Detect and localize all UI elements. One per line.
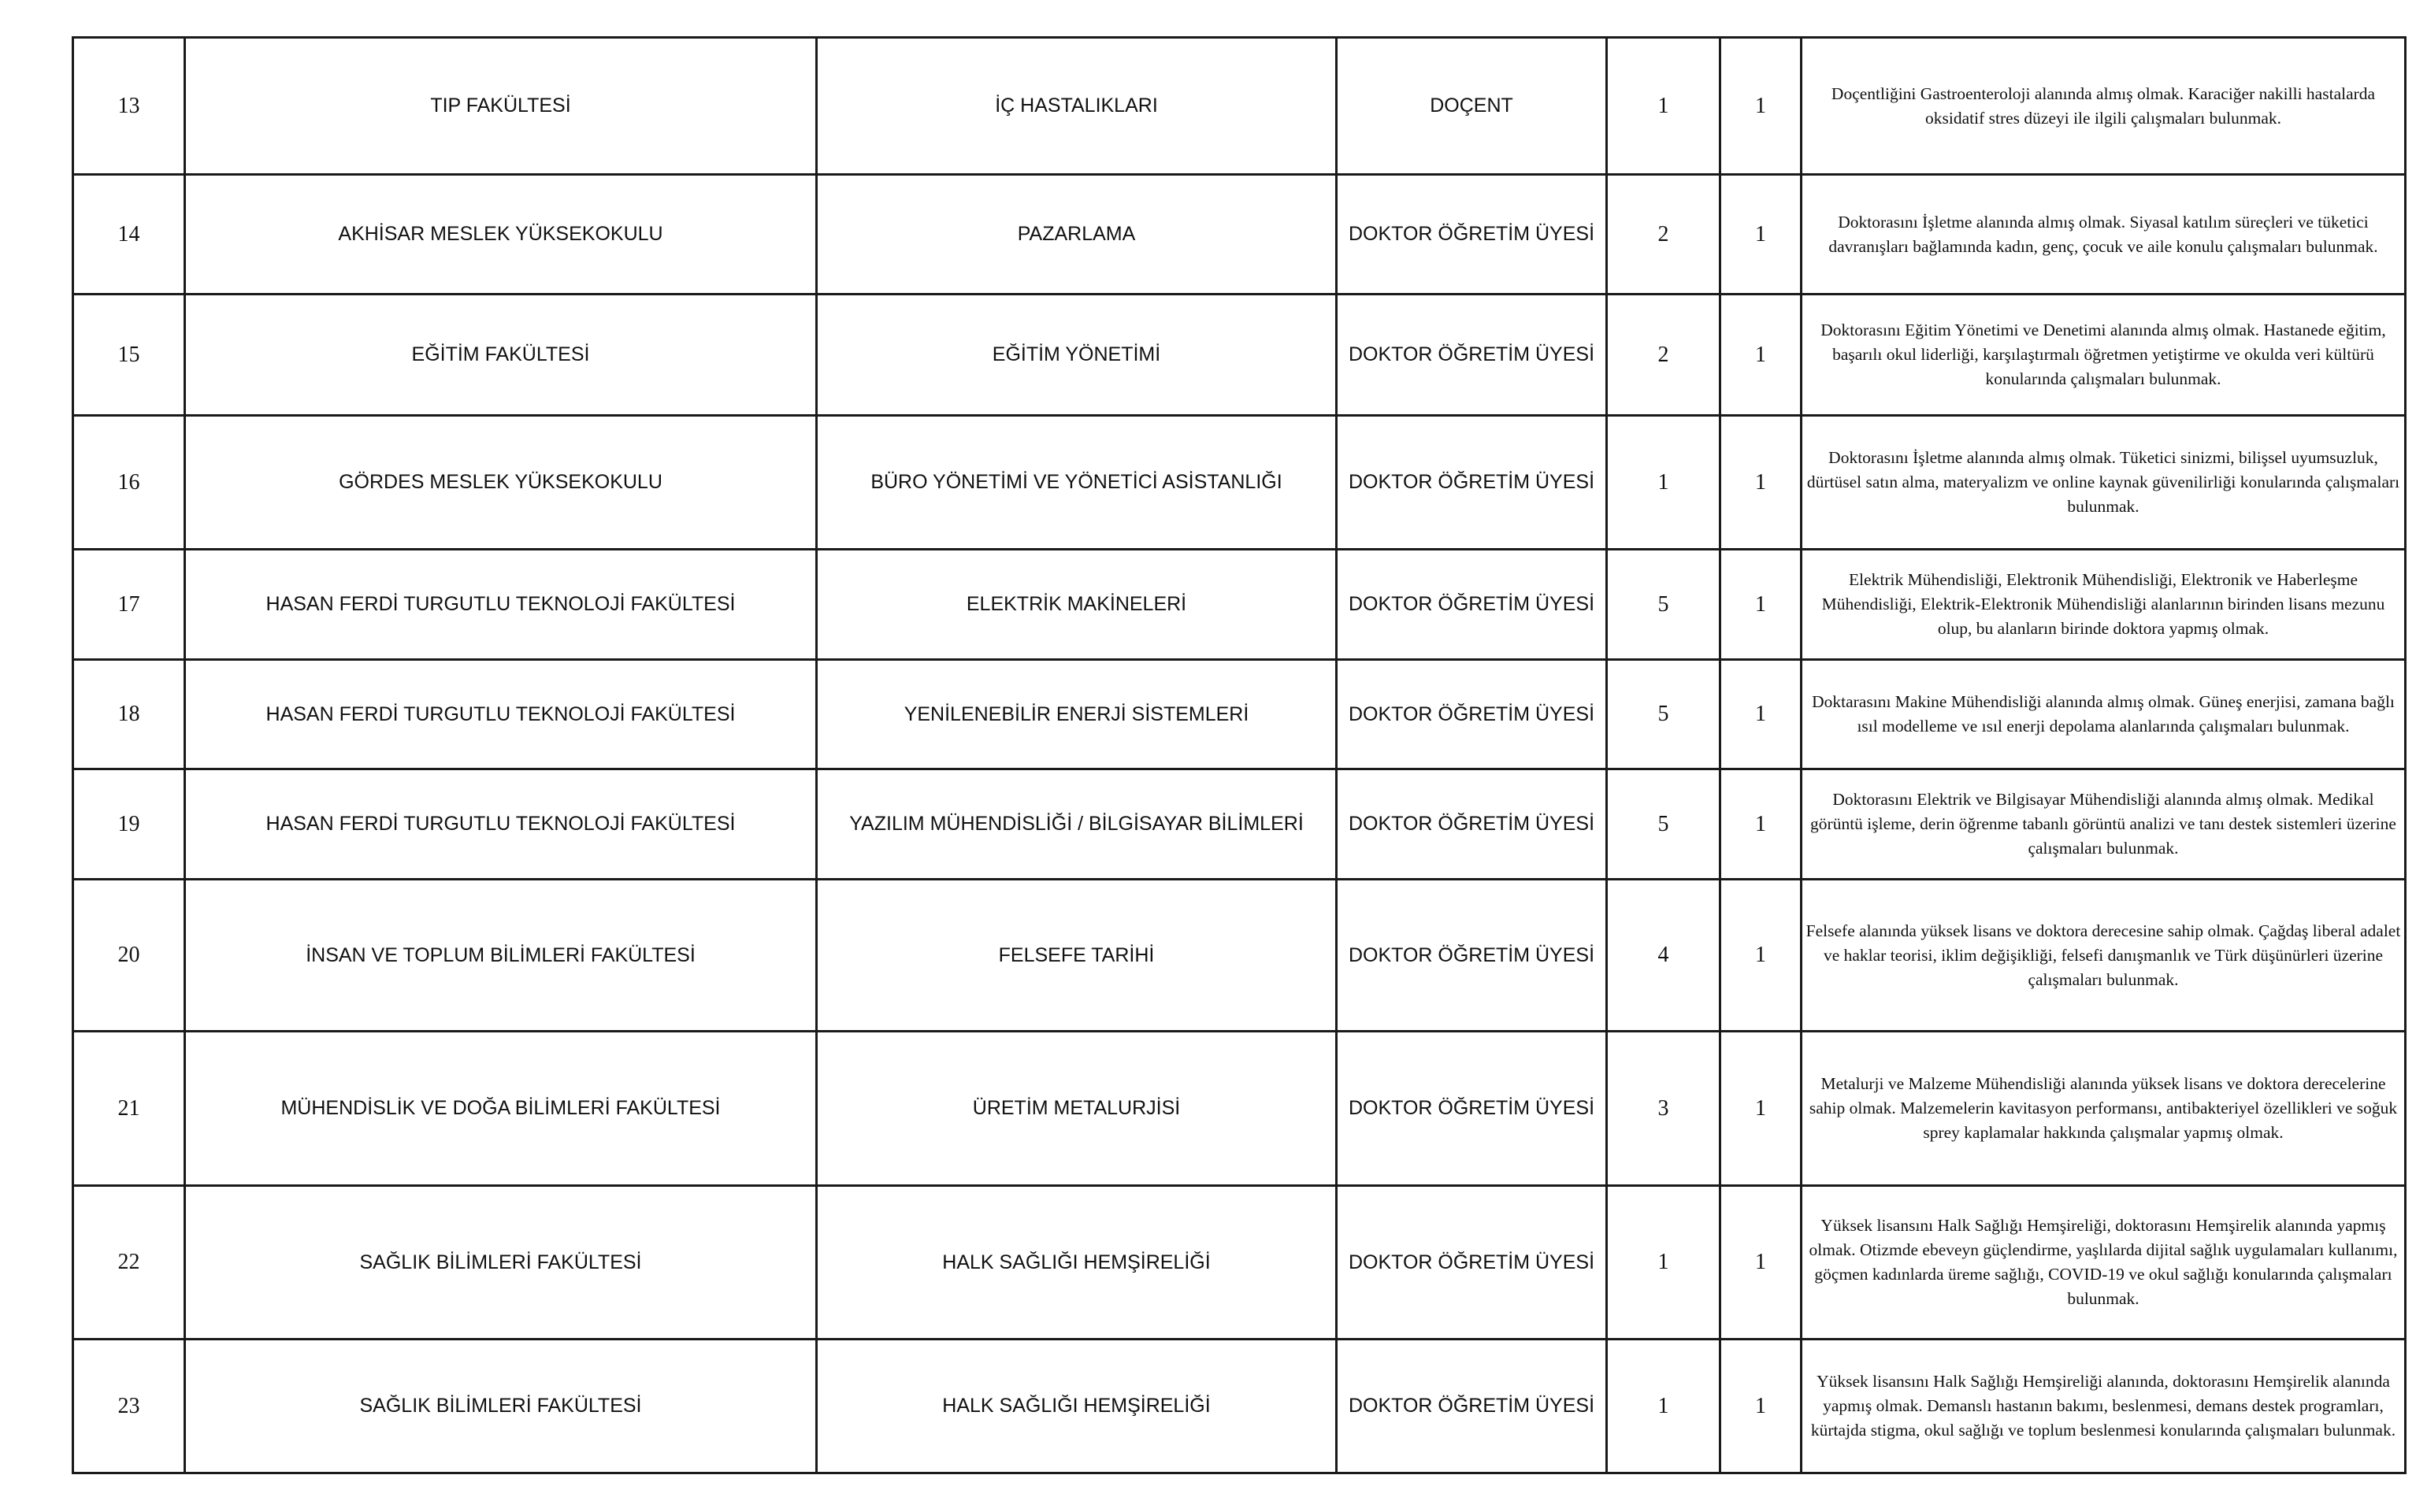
faculty-name: EĞİTİM FAKÜLTESİ — [185, 295, 817, 416]
table-row — [73, 175, 2406, 295]
row-number: 16 — [73, 416, 185, 550]
requirements-description: Doktorasını Eğitim Yönetimi ve Denetimi alanında almış olmak. Hastanede eğitim, başarılı okul liderliği, karşılaştırmalı öğretmen yetiştirme ve okulda veri kültürü konularında çalışmaları bulunmak. — [1802, 295, 2406, 416]
degree-level: 5 — [1607, 769, 1720, 880]
academic-title: DOKTOR ÖĞRETİM ÜYESİ — [1337, 660, 1607, 769]
position-count: 1 — [1720, 550, 1802, 660]
table-row — [73, 1032, 2406, 1186]
position-count: 1 — [1720, 1340, 1802, 1473]
faculty-name: İNSAN VE TOPLUM BİLİMLERİ FAKÜLTESİ — [185, 880, 817, 1032]
row-number: 20 — [73, 880, 185, 1032]
faculty-name: AKHİSAR MESLEK YÜKSEKOKULU — [185, 175, 817, 295]
department-name: YENİLENEBİLİR ENERJİ SİSTEMLERİ — [817, 660, 1337, 769]
requirements-description: Doçentliğini Gastroenteroloji alanında almış olmak. Karaciğer nakilli hastalarda oksidatif stres düzeyi ile ilgili çalışmaları bulunmak. — [1802, 38, 2406, 175]
department-name: HALK SAĞLIĞI HEMŞİRELİĞİ — [817, 1340, 1337, 1473]
position-count: 1 — [1720, 1032, 1802, 1186]
position-count: 1 — [1720, 1186, 1802, 1340]
department-name: ÜRETİM METALURJİSİ — [817, 1032, 1337, 1186]
academic-title: DOÇENT — [1337, 38, 1607, 175]
faculty-name: HASAN FERDİ TURGUTLU TEKNOLOJİ FAKÜLTESİ — [185, 769, 817, 880]
degree-level: 4 — [1607, 880, 1720, 1032]
row-number: 23 — [73, 1340, 185, 1473]
academic-title: DOKTOR ÖĞRETİM ÜYESİ — [1337, 880, 1607, 1032]
academic-title: DOKTOR ÖĞRETİM ÜYESİ — [1337, 295, 1607, 416]
position-count: 1 — [1720, 295, 1802, 416]
row-number: 15 — [73, 295, 185, 416]
department-name: FELSEFE TARİHİ — [817, 880, 1337, 1032]
requirements-description: Yüksek lisansını Halk Sağlığı Hemşireliği, doktorasını Hemşirelik alanında yapmış olmak. Otizmde ebeveyn güçlendirme, yaşlılarda dijital sağlık uygulamaları kullanımı, göçmen kadınlarda üreme sağlığı, COVID-19 ve okul sağlığı konularında çalışmaları bulunmak. — [1802, 1186, 2406, 1340]
position-count: 1 — [1720, 660, 1802, 769]
faculty-name: SAĞLIK BİLİMLERİ FAKÜLTESİ — [185, 1186, 817, 1340]
department-name: PAZARLAMA — [817, 175, 1337, 295]
department-name: EĞİTİM YÖNETİMİ — [817, 295, 1337, 416]
row-number: 21 — [73, 1032, 185, 1186]
department-name: BÜRO YÖNETİMİ VE YÖNETİCİ ASİSTANLIĞI — [817, 416, 1337, 550]
table-row — [73, 1186, 2406, 1340]
department-name: HALK SAĞLIĞI HEMŞİRELİĞİ — [817, 1186, 1337, 1340]
degree-level: 1 — [1607, 38, 1720, 175]
degree-level: 3 — [1607, 1032, 1720, 1186]
position-count: 1 — [1720, 880, 1802, 1032]
academic-title: DOKTOR ÖĞRETİM ÜYESİ — [1337, 550, 1607, 660]
table-row — [73, 416, 2406, 550]
faculty-name: GÖRDES MESLEK YÜKSEKOKULU — [185, 416, 817, 550]
table-row — [73, 880, 2406, 1032]
requirements-description: Doktorasını İşletme alanında almış olmak. Tüketici sinizmi, bilişsel uyumsuzluk, dürtüsel satın alma, materyalizm ve online kaynak güvenilirliği konularında çalışmaları bulunmak. — [1802, 416, 2406, 550]
requirements-description: Doktorasını İşletme alanında almış olmak. Siyasal katılım süreçleri ve tüketici davranışları bağlamında kadın, genç, çocuk ve aile konulu çalışmaları bulunmak. — [1802, 175, 2406, 295]
position-count: 1 — [1720, 38, 1802, 175]
degree-level: 5 — [1607, 660, 1720, 769]
degree-level: 2 — [1607, 175, 1720, 295]
degree-level: 2 — [1607, 295, 1720, 416]
faculty-name: MÜHENDİSLİK VE DOĞA BİLİMLERİ FAKÜLTESİ — [185, 1032, 817, 1186]
requirements-description: Elektrik Mühendisliği, Elektronik Mühendisliği, Elektronik ve Haberleşme Mühendisliği, Elektrik-Elektronik Mühendisliği alanlarının birinden lisans mezunu olup, bu alanların birinde doktora yapmış olmak. — [1802, 550, 2406, 660]
faculty-name: TIP FAKÜLTESİ — [185, 38, 817, 175]
requirements-description: Doktarasını Makine Mühendisliği alanında almış olmak. Güneş enerjisi, zamana bağlı ısıl modelleme ve ısıl enerji depolama alanlarında çalışmaları bulunmak. — [1802, 660, 2406, 769]
requirements-description: Doktorasını Elektrik ve Bilgisayar Mühendisliği alanında almış olmak. Medikal görüntü işleme, derin öğrenme tabanlı görüntü analizi ve tanı destek sistemleri üzerine çalışmaları bulunmak. — [1802, 769, 2406, 880]
position-count: 1 — [1720, 769, 1802, 880]
table-row — [73, 295, 2406, 416]
department-name: ELEKTRİK MAKİNELERİ — [817, 550, 1337, 660]
table-row — [73, 769, 2406, 880]
position-count: 1 — [1720, 175, 1802, 295]
requirements-description: Felsefe alanında yüksek lisans ve doktora derecesine sahip olmak. Çağdaş liberal adalet ve haklar teorisi, iklim değişikliği, felsefi danışmanlık ve Türk düşünürleri üzerine çalışmaları bulunmak. — [1802, 880, 2406, 1032]
degree-level: 1 — [1607, 1186, 1720, 1340]
requirements-description: Yüksek lisansını Halk Sağlığı Hemşireliği alanında, doktorasını Hemşirelik alanında yapmış olmak. Demanslı hastanın bakımı, beslenmesi, demans destek programları, kürtajda stigma, okul sağlığı ve toplum beslenmesi konularında çalışmaları bulunmak. — [1802, 1340, 2406, 1473]
academic-title: DOKTOR ÖĞRETİM ÜYESİ — [1337, 416, 1607, 550]
table-row — [73, 660, 2406, 769]
row-number: 14 — [73, 175, 185, 295]
department-name: İÇ HASTALIKLARI — [817, 38, 1337, 175]
table-row — [73, 38, 2406, 175]
requirements-description: Metalurji ve Malzeme Mühendisliği alanında yüksek lisans ve doktora derecelerine sahip olmak. Malzemelerin kavitasyon performansı, antibakteriyel özellikleri ve soğuk sprey kaplamalar hakkında çalışmalar yapmış olmak. — [1802, 1032, 2406, 1186]
academic-title: DOKTOR ÖĞRETİM ÜYESİ — [1337, 1340, 1607, 1473]
row-number: 17 — [73, 550, 185, 660]
row-number: 19 — [73, 769, 185, 880]
degree-level: 5 — [1607, 550, 1720, 660]
academic-title: DOKTOR ÖĞRETİM ÜYESİ — [1337, 1186, 1607, 1340]
degree-level: 1 — [1607, 416, 1720, 550]
academic-title: DOKTOR ÖĞRETİM ÜYESİ — [1337, 769, 1607, 880]
position-count: 1 — [1720, 416, 1802, 550]
faculty-name: HASAN FERDİ TURGUTLU TEKNOLOJİ FAKÜLTESİ — [185, 660, 817, 769]
table-row — [73, 1340, 2406, 1473]
faculty-name: HASAN FERDİ TURGUTLU TEKNOLOJİ FAKÜLTESİ — [185, 550, 817, 660]
academic-title: DOKTOR ÖĞRETİM ÜYESİ — [1337, 175, 1607, 295]
table-row — [73, 550, 2406, 660]
department-name: YAZILIM MÜHENDİSLİĞİ / BİLGİSAYAR BİLİMLERİ — [817, 769, 1337, 880]
degree-level: 1 — [1607, 1340, 1720, 1473]
row-number: 13 — [73, 38, 185, 175]
row-number: 22 — [73, 1186, 185, 1340]
academic-title: DOKTOR ÖĞRETİM ÜYESİ — [1337, 1032, 1607, 1186]
faculty-name: SAĞLIK BİLİMLERİ FAKÜLTESİ — [185, 1340, 817, 1473]
positions-table — [72, 36, 2407, 1474]
row-number: 18 — [73, 660, 185, 769]
